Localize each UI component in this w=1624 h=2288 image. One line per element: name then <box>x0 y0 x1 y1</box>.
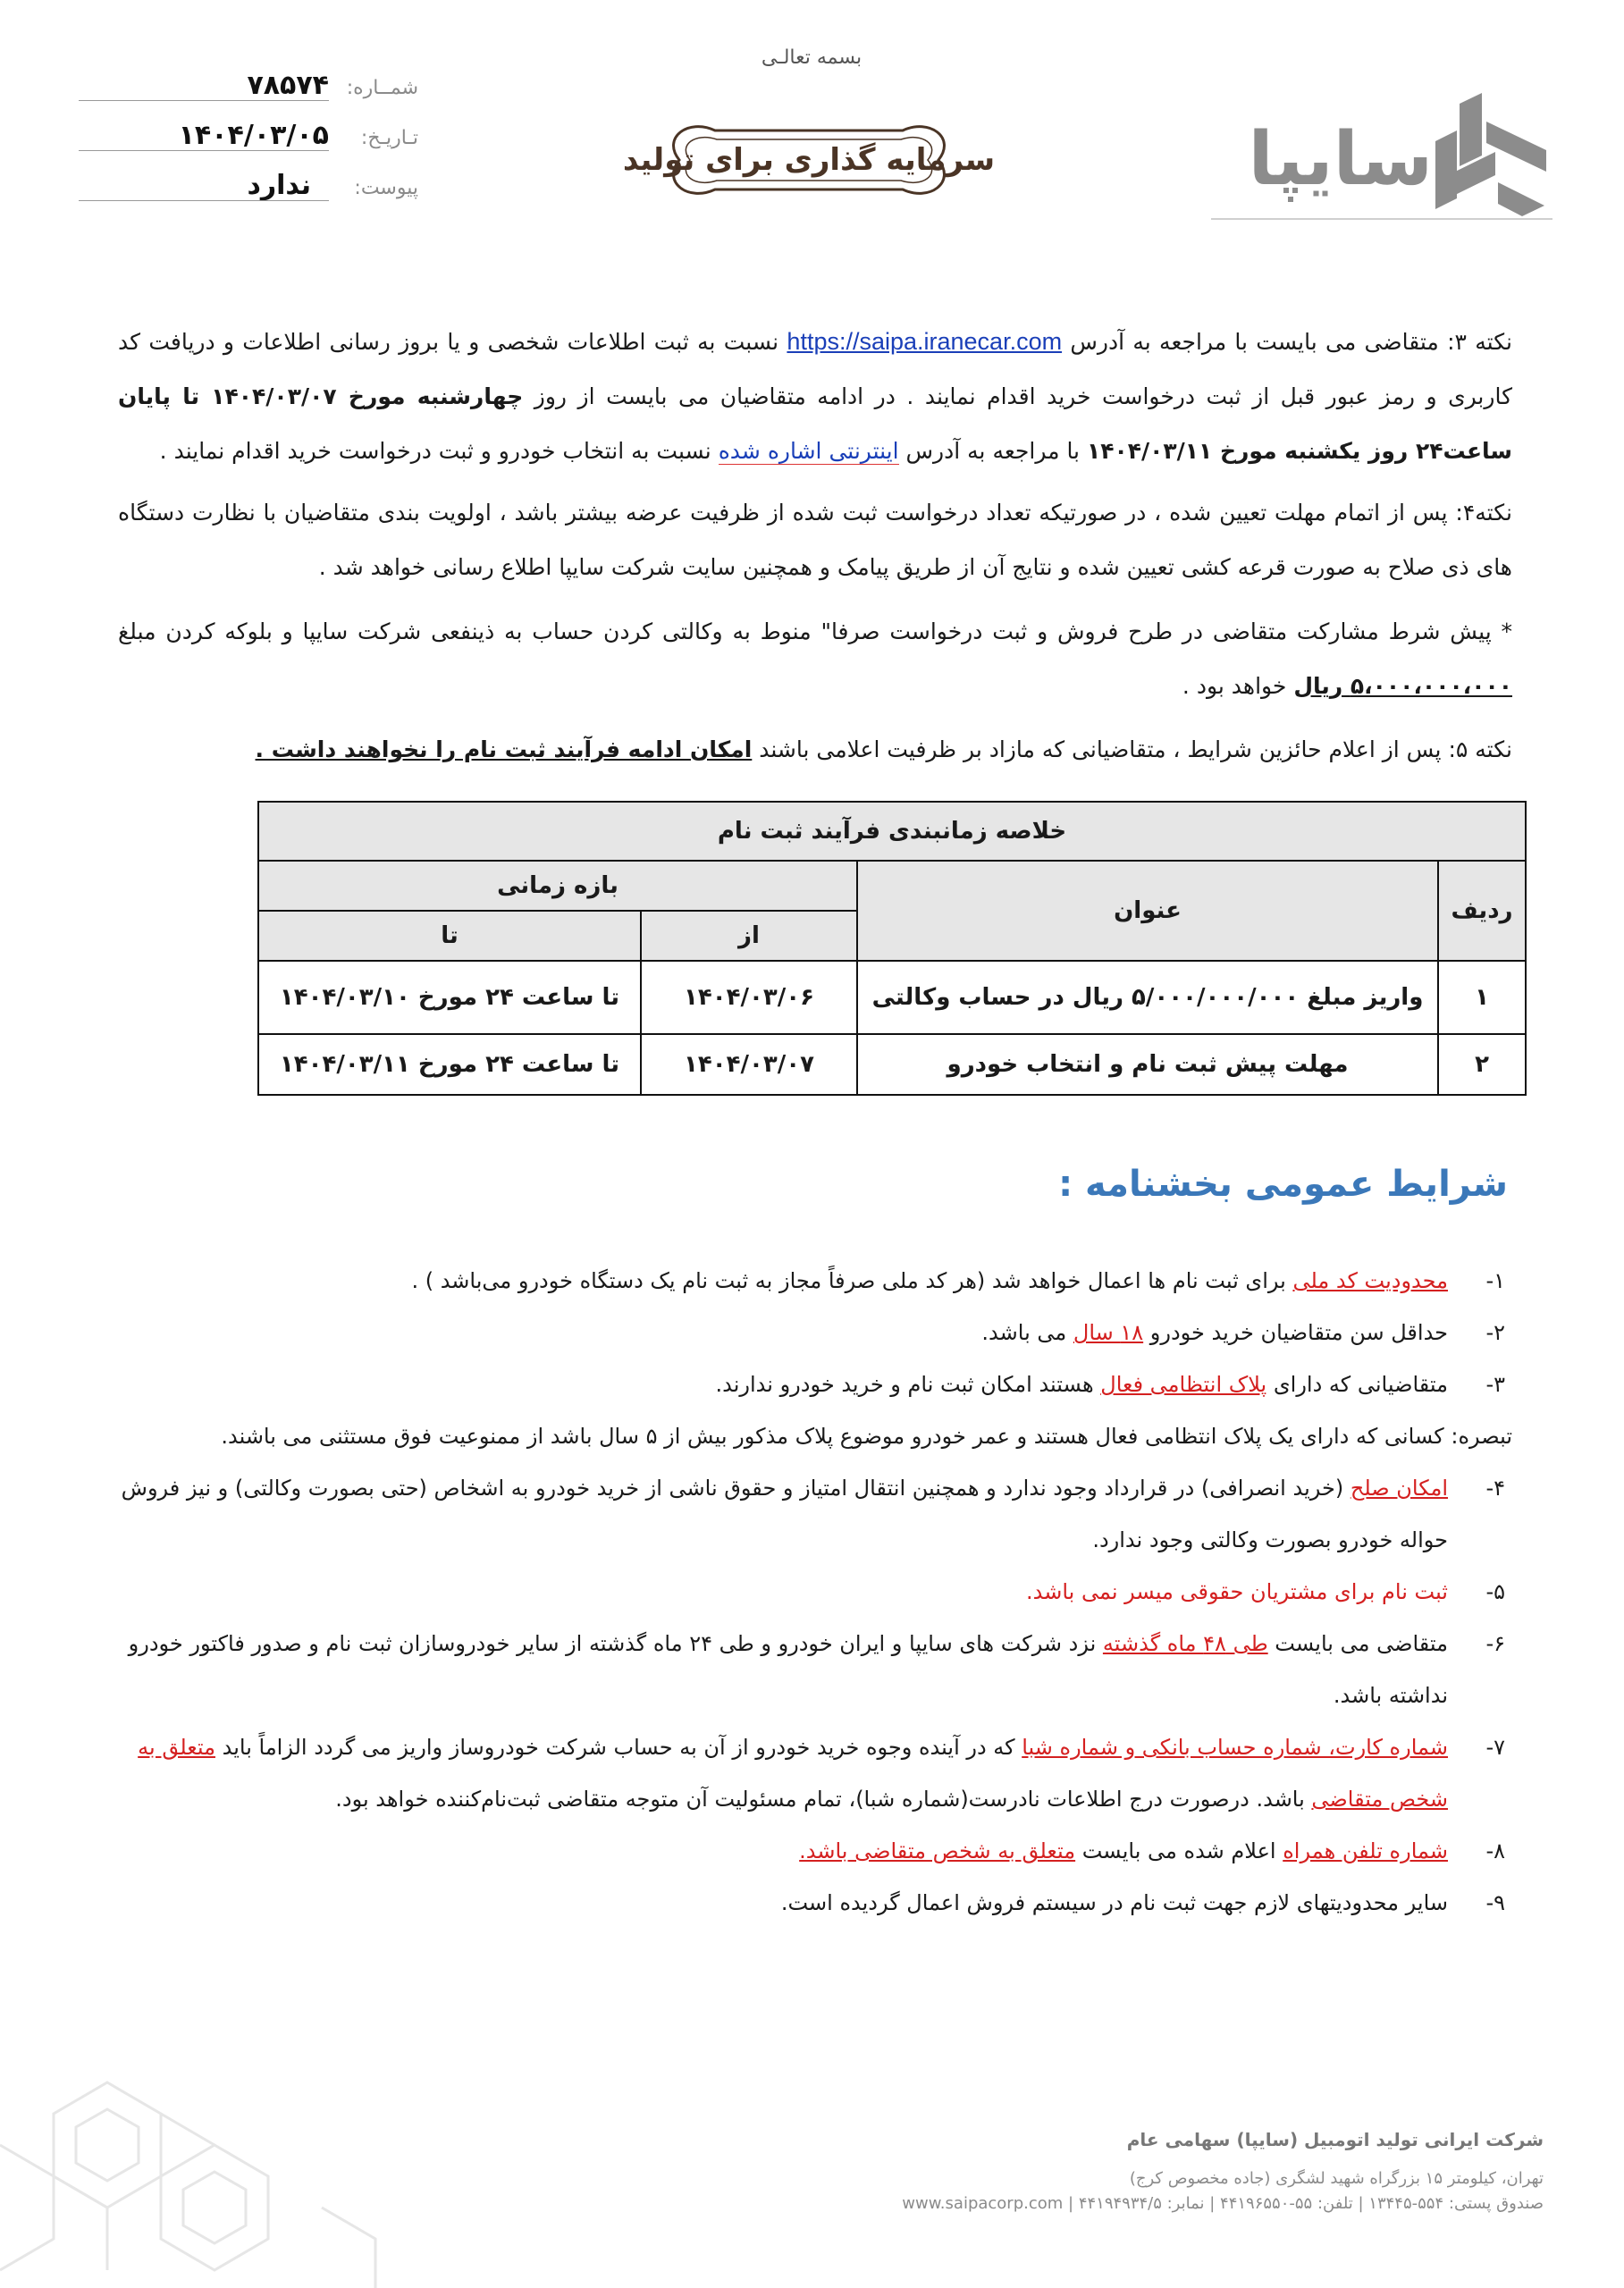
row-from: ۱۴۰۴/۰۳/۰۶ <box>641 961 857 1034</box>
date-row <box>79 120 418 170</box>
condition-text: برای ثبت نام ها اعمال خواهد شد (هر کد ملی صرفاً مجاز به ثبت نام یک دستگاه خودرو می‌باشد ) . <box>411 1268 1293 1293</box>
condition-text: هستند امکان ثبت نام و خرید خودرو ندارند. <box>715 1372 1101 1397</box>
number-label: شمــاره: <box>346 77 418 99</box>
row-to: تا ساعت ۲۴ مورخ ۱۴۰۴/۰۳/۱۰ <box>258 961 641 1034</box>
condition-number: ۲- <box>1485 1320 1505 1345</box>
condition-text: باشد. درصورت درج اطلاعات نادرست(شماره شبا)، تمام مسئولیت آن متوجه متقاضی ثبت‌نام‌کننده خواهد بود. <box>335 1787 1312 1812</box>
bismillah-text: بسمه تعالـی <box>761 46 862 69</box>
logo-divider <box>1211 218 1552 220</box>
condition-text: سایر محدودیتهای لازم جهت ثبت نام در سیستم فروش اعمال گردیده است. <box>780 1890 1448 1915</box>
date-label: تـاریـخ: <box>360 127 418 149</box>
row-from: ۱۴۰۴/۰۳/۰۷ <box>641 1034 857 1095</box>
condition-highlight: شماره تلفن همراه <box>1283 1838 1448 1863</box>
note-3-text-1: نکته ۳: متقاضی می بایست با مراجعه به آدرس <box>1062 329 1512 355</box>
prerequisite-paragraph <box>118 604 1512 713</box>
col-from-header: از <box>641 911 857 961</box>
internet-address-link[interactable]: اینترنتی اشاره شده <box>718 438 899 464</box>
condition-item <box>118 1462 1512 1566</box>
condition-item <box>118 1566 1512 1618</box>
condition-highlight: متعلق به شخص متقاضی <box>138 1735 1448 1812</box>
condition-item <box>118 1307 1512 1358</box>
condition-number: ۷- <box>1485 1735 1505 1760</box>
table-title-row <box>258 802 1526 861</box>
number-underline <box>79 100 329 101</box>
row-title: مهلت پیش ثبت نام و انتخاب خودرو <box>857 1034 1438 1095</box>
registration-timeline-table <box>257 801 1527 1096</box>
table-title: خلاصه زمانبندی فرآیند ثبت نام <box>258 802 1526 861</box>
condition-text: (خرید انصرافی) در قرارداد وجود ندارد و همچنین انتقال امتیاز و حقوق ناشی از خرید خودرو به اشخاص (حتی بصورت وکالتی) و نیز فروش حواله خودرو بصورت وکالتی وجود ندارد. <box>121 1476 1448 1552</box>
condition-item <box>118 1255 1512 1307</box>
condition-text: متقاضیانی که دارای <box>1266 1372 1448 1397</box>
condition-highlight: پلاک انتظامی فعال <box>1100 1372 1267 1397</box>
condition-number: ۸- <box>1485 1838 1505 1863</box>
letter-meta <box>79 70 418 220</box>
number-row <box>79 70 418 120</box>
condition-highlight: شماره کارت، شماره حساب بانکی و شماره شبا <box>1022 1735 1448 1760</box>
note-5-emphasis: امکان ادامه فرآیند ثبت نام را نخواهند داشت . <box>255 736 753 762</box>
attachment-row <box>79 170 418 220</box>
condition-highlight: امکان صلح <box>1350 1476 1448 1501</box>
footer-pattern-decoration <box>0 2047 420 2288</box>
condition-highlight: ثبت نام برای مشتریان حقوقی میسر نمی باشد. <box>1026 1579 1448 1604</box>
registration-url-link[interactable]: https://saipa.iranecar.com <box>787 328 1063 355</box>
note-3-paragraph <box>118 315 1512 478</box>
note-4-paragraph: نکته۴: پس از اتمام مهلت تعیین شده ، در صورتیکه تعداد درخواست ثبت شده از ظرفیت عرضه بیشتر باشد ، اولویت بندی متقاضیان با نظارت دستگاه های ذی صلاح به صورت قرعه کشی تعیین شده و نتایج آن از طریق پیامک و همچنین سایت شرکت سایپا اطلاع رسانی خواهد شد . <box>118 500 1512 580</box>
blocked-amount: ۵،۰۰۰،۰۰۰،۰۰۰ ریال <box>1293 673 1512 699</box>
condition-item <box>118 1618 1512 1721</box>
condition-item <box>118 1358 1512 1410</box>
prerequisite-text-1: * پیش شرط مشارکت متقاضی در طرح فروش و ثبت درخواست صرفا" منوط به وکالتی کردن حساب به ذینفعی شرکت سایپا و بلوکه کردن مبلغ <box>118 618 1512 644</box>
logo-text: سایپا <box>1248 117 1433 202</box>
prerequisite-text-2: خواهد بود . <box>1182 673 1294 699</box>
condition-number: ۶- <box>1485 1631 1505 1656</box>
attachment-value: ندارد <box>247 170 311 201</box>
number-value: ۷۸۵۷۴ <box>247 70 329 101</box>
general-conditions-title: شرایط عمومی بخشنامه : <box>1058 1164 1508 1205</box>
condition-number: ۱- <box>1485 1268 1505 1293</box>
row-title: واریز مبلغ ۵/۰۰۰/۰۰۰/۰۰۰ ریال در حساب وکالتی <box>857 961 1438 1034</box>
condition-highlight: ۱۸ سال <box>1073 1320 1144 1345</box>
attachment-underline <box>79 200 329 201</box>
condition-text: حداقل سن متقاضیان خرید خودرو <box>1143 1320 1448 1345</box>
condition-highlight: محدودیت کد ملی <box>1292 1268 1448 1293</box>
note-3-dates: چهارشنبه مورخ ۱۴۰۴/۰۳/۰۷ تا پایان ساعت۲۴ روز یکشنبه مورخ ۱۴۰۴/۰۳/۱۱ <box>118 383 1512 464</box>
condition-3-note: تبصره: کسانی که دارای یک پلاک انتظامی فعال هستند و عمر خودرو موضوع پلاک مذکور بیش از ۵ سال باشد از ممنوعیت فوق مستثنی می باشند. <box>221 1424 1512 1449</box>
condition-text: می باشد. <box>981 1320 1073 1345</box>
note-3-text-2: نسبت به ثبت اطلاعات شخصی و یا بروز رسانی اطلاعات و دریافت کد کاربری و رمز عبور قبل از ثبت درخواست خرید اقدام نمایند . در ادامه متقاضیان می بایست از روز <box>118 329 1512 409</box>
general-conditions-list <box>118 1255 1512 1929</box>
table-row <box>258 1034 1526 1095</box>
condition-highlight: طی ۴۸ ماه گذشته <box>1102 1631 1268 1656</box>
condition-number: ۵- <box>1485 1579 1505 1604</box>
row-number: ۱ <box>1438 961 1526 1034</box>
logo-mark-icon <box>1435 93 1546 216</box>
slogan-text: سرمایه گذاری برای تولید <box>622 142 996 178</box>
saipa-logo <box>1214 86 1553 220</box>
company-address: تهران، کیلومتر ۱۵ بزرگراه شهید لشگری (جاده مخصوص کرج) <box>1129 2169 1544 2188</box>
company-name: شرکت ایرانی تولید اتومبیل (سایپا) سهامی عام <box>1126 2129 1544 2150</box>
note-3-text-3: با مراجعه به آدرس <box>898 438 1087 464</box>
table-header-row <box>258 861 1526 911</box>
attachment-label: پیوست: <box>354 177 418 199</box>
condition-number: ۳- <box>1485 1372 1505 1397</box>
col-row-header: ردیف <box>1438 861 1526 961</box>
note-3-text-4: نسبت به انتخاب خودرو و ثبت درخواست خرید اقدام نمایند . <box>159 438 719 464</box>
condition-item <box>118 1877 1512 1929</box>
condition-text: اعلام شده می بایست <box>1075 1838 1283 1863</box>
condition-text: نزد شرکت های سایپا و ایران خودرو و طی ۲۴ ماه گذشته از سایر خودروسازان ثبت نام و صدور فاکتور خودرو نداشته باشد. <box>128 1631 1448 1708</box>
condition-highlight: متعلق به شخص متقاضی باشد. <box>799 1838 1076 1863</box>
condition-text: متقاضی می بایست <box>1267 1631 1448 1656</box>
condition-text: که در آینده وجوه خرید خودرو از آن به حساب شرکت خودروساز واریز می گردد الزاماً باید <box>215 1735 1022 1760</box>
condition-number: ۴- <box>1485 1476 1505 1501</box>
condition-number: ۹- <box>1485 1890 1505 1915</box>
condition-item <box>118 1825 1512 1877</box>
note-5-paragraph <box>118 722 1512 777</box>
slogan-emblem <box>622 111 996 209</box>
row-number: ۲ <box>1438 1034 1526 1095</box>
condition-item <box>118 1721 1512 1825</box>
table-row <box>258 961 1526 1034</box>
company-footer <box>650 2129 1544 2216</box>
date-underline <box>79 150 329 151</box>
note-5-text: نکته ۵: پس از اعلام حائزین شرایط ، متقاضیانی که مازاد بر ظرفیت اعلامی باشند <box>752 736 1512 762</box>
company-contact: صندوق پستی: ۵۵۴-۱۳۴۴۵ | تلفن: ۵۵-۴۴۱۹۶۵۵۰ | نمابر: ۴۴۱۹۴۹۳۴/۵ | www.saipacorp.com <box>902 2194 1544 2213</box>
col-period-header: بازه زمانی <box>258 861 857 911</box>
row-to: تا ساعت ۲۴ مورخ ۱۴۰۴/۰۳/۱۱ <box>258 1034 641 1095</box>
col-to-header: تا <box>258 911 641 961</box>
col-title-header: عنوان <box>857 861 1438 961</box>
date-value: ۱۴۰۴/۰۳/۰۵ <box>178 120 329 151</box>
